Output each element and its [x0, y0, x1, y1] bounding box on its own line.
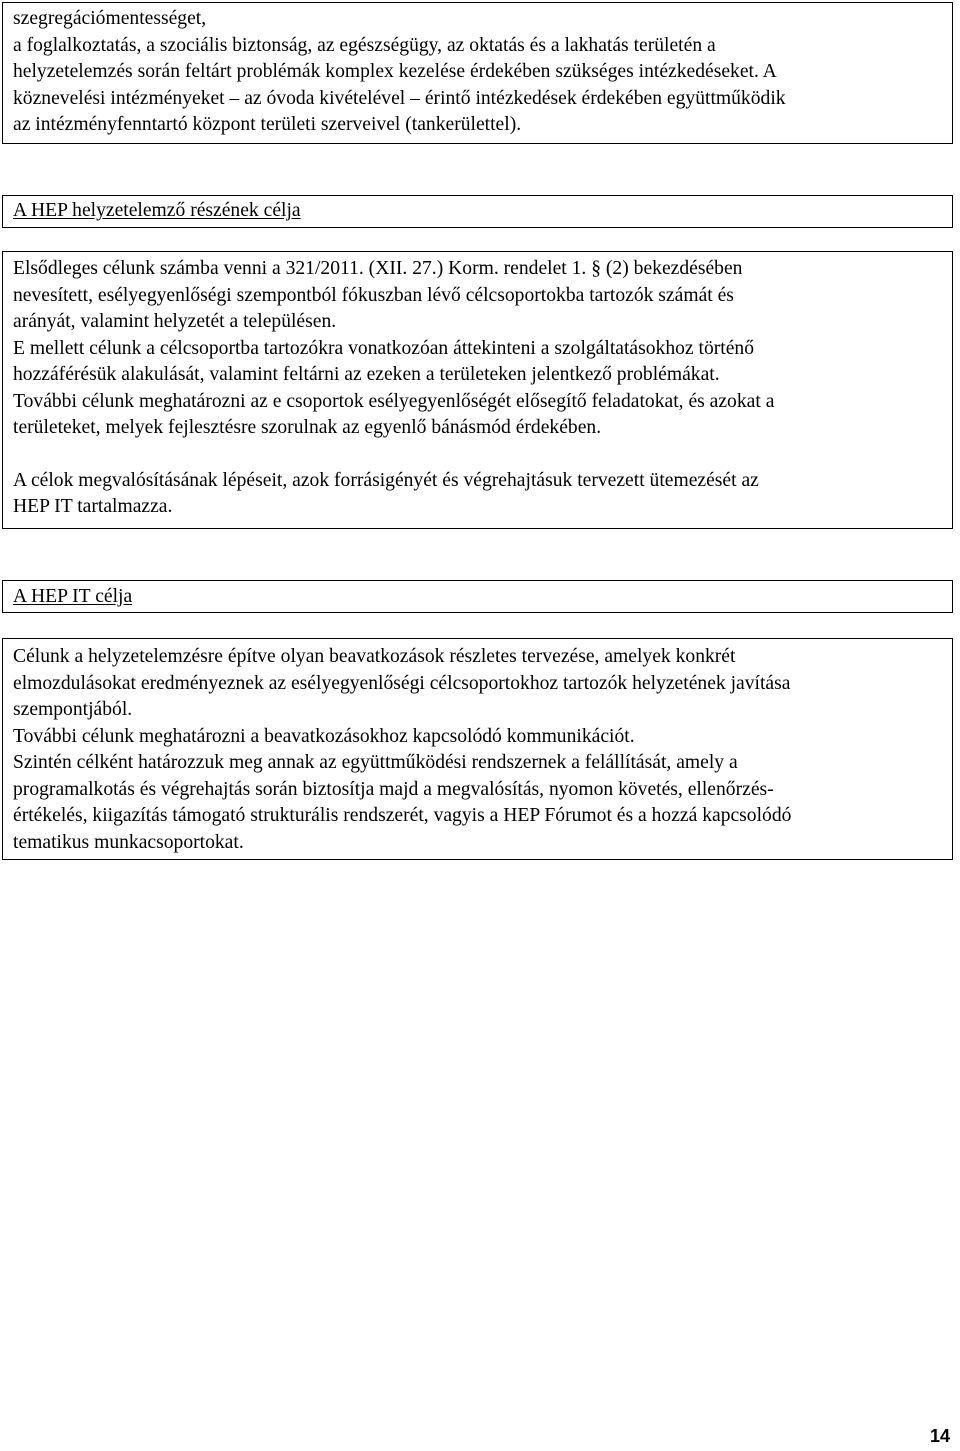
text-line: hozzáférésük alakulását, valamint feltárni az ezeken a területeken jelentkező problémákat. — [13, 364, 720, 385]
section-heading-box-2 — [2, 580, 953, 613]
text-line: A célok megvalósításának lépéseit, azok forrásigényét és végrehajtásuk tervezett ütemezését az — [13, 469, 759, 491]
text-line: További célunk meghatározni az e csoportok esélyegyenlőségét elősegítő feladatokat, és azokat a — [13, 390, 775, 412]
text-line: Elsődleges célunk számba venni a 321/2011. (XII. 27.) Korm. rendelet 1. § (2) bekezdésében — [13, 258, 743, 279]
text-line: Szintén célként határozzuk meg annak az együttműködési rendszernek a felállítását, amely a — [13, 752, 738, 773]
text-line: szempontjából. — [13, 699, 133, 720]
section-heading: A HEP IT célja — [13, 586, 133, 607]
text-line: nevesített, esélyegyenlőségi szempontból fókuszban lévő célcsoportokba tartozók számát és — [13, 284, 734, 306]
text-box-hep-it-goal — [2, 638, 953, 860]
text-line: HEP IT tartalmazza. — [13, 496, 173, 517]
paragraph-gap — [13, 442, 942, 468]
goal-paragraph — [3, 252, 952, 521]
text-line: területeket, melyek fejlesztésre szorulnak az egyenlő bánásmód érdekében. — [13, 417, 602, 438]
text-line: elmozdulásokat eredményeznek az esélyegyenlőségi célcsoportokhoz tartozók helyzetének javítása — [13, 672, 791, 694]
text-line: További célunk meghatározni a beavatkozásokhoz kapcsolódó kommunikációt. — [13, 725, 635, 747]
text-line: Célunk a helyzetelemzésre építve olyan beavatkozások részletes tervezése, amelyek konkrét — [13, 646, 736, 667]
text-line: szegregációmentességet, — [13, 8, 207, 29]
section-heading-box-1 — [2, 195, 953, 228]
text-line: E mellett célunk a célcsoportba tartozókra vonatkozóan áttekinteni a szolgáltatásokhoz történő — [13, 337, 755, 359]
text-line: értékelés, kiigazítás támogató strukturális rendszerét, vagyis a HEP Fórumot és a hozzá kapcsolódó — [13, 805, 792, 826]
section-heading: A HEP helyzetelemző részének célja — [13, 200, 301, 221]
text-box-intro — [2, 2, 953, 144]
text-box-hep-analysis-goal — [2, 251, 953, 529]
text-line: programalkotás és végrehajtás során biztosítja majd a megvalósítás, nyomon követés, ellenőrzés- — [13, 778, 774, 800]
text-line: a foglalkoztatás, a szociális biztonság, az egészségügy, az oktatás és a lakhatás területén a — [13, 34, 716, 56]
text-line: tematikus munkacsoportokat. — [13, 831, 244, 853]
page-number: 14 — [929, 1426, 950, 1446]
text-line: helyzetelemzés során feltárt problémák komplex kezelése érdekében szükséges intézkedéseket. A — [13, 61, 777, 82]
text-line: köznevelési intézményeket – az óvoda kivételével – érintő intézkedések érdekében együttműködik — [13, 87, 786, 109]
text-line: arányát, valamint helyzetét a településen. — [13, 311, 337, 332]
text-line: az intézményfenntartó központ területi szerveivel (tankerülettel). — [13, 114, 522, 135]
hep-it-paragraph — [3, 639, 952, 856]
intro-paragraph — [3, 3, 952, 139]
